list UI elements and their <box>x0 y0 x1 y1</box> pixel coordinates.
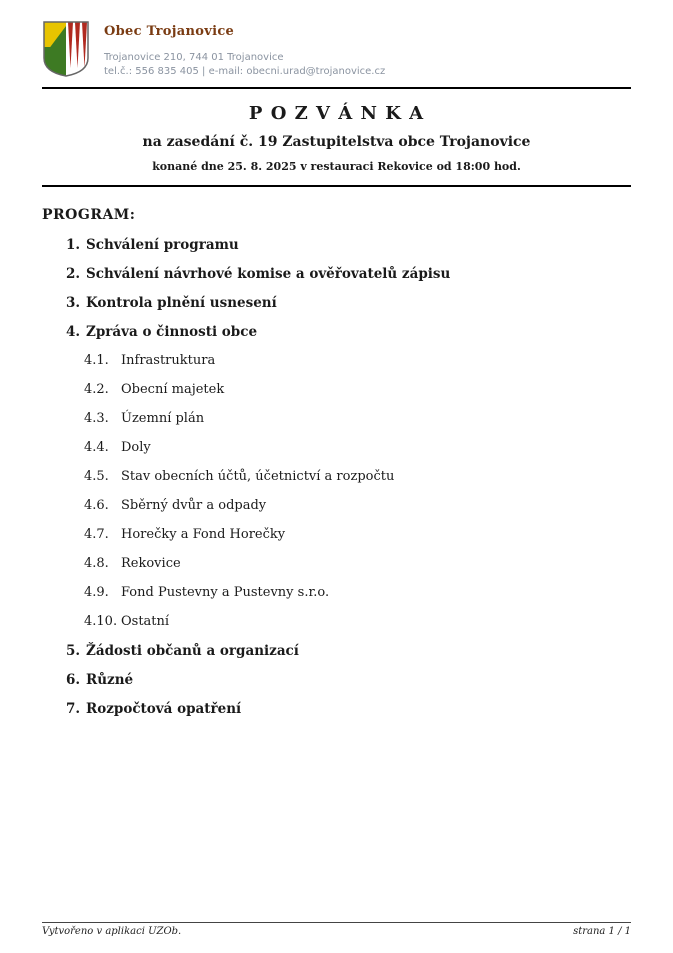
program-section <box>0 207 673 716</box>
coat-of-arms-icon <box>42 20 90 78</box>
subitem-number: 4.2. <box>84 382 109 397</box>
program-item-1 <box>42 238 631 252</box>
program-item-2 <box>42 267 631 281</box>
item-label: Schválení návrhové komise a ověřovatelů zápisu <box>86 266 451 282</box>
program-item-6 <box>42 673 631 687</box>
item-number: 2. <box>66 266 81 282</box>
footer-page-number: strana 1 / 1 <box>573 926 631 937</box>
meeting-details: konané dne 25. 8. 2025 v restauraci Rekovice od 18:00 hod. <box>152 160 521 173</box>
item-number: 5. <box>66 643 81 659</box>
program-subitem-4-9 <box>42 586 631 600</box>
program-item-7 <box>42 702 631 716</box>
program-subitem-4-4 <box>42 441 631 455</box>
subitem-label: Doly <box>121 440 151 455</box>
subitem-label: Stav obecních účtů, účetnictví a rozpočtu <box>121 469 395 484</box>
divider-top <box>42 87 631 89</box>
document-subtitle: na zasedání č. 19 Zastupitelstva obce Trojanovice <box>142 134 531 150</box>
program-subitems-4 <box>42 354 631 629</box>
subitem-number: 4.8. <box>84 556 109 571</box>
item-number: 1. <box>66 237 81 253</box>
subitem-number: 4.1. <box>84 353 109 368</box>
program-item-3 <box>42 296 631 310</box>
divider-title <box>42 185 631 187</box>
program-heading: PROGRAM: <box>42 207 136 223</box>
subitem-number: 4.6. <box>84 498 109 513</box>
program-subitem-4-10 <box>42 615 631 629</box>
subitem-label: Infrastruktura <box>121 353 216 368</box>
subitem-label: Sběrný dvůr a odpady <box>121 498 267 513</box>
item-number: 3. <box>66 295 81 311</box>
program-item-5 <box>42 644 631 658</box>
item-number: 6. <box>66 672 81 688</box>
item-label: Schválení programu <box>86 237 239 253</box>
subitem-label: Horečky a Fond Horečky <box>121 527 286 542</box>
program-item-4 <box>42 325 631 339</box>
item-label: Žádosti občanů a organizací <box>86 643 299 659</box>
item-label: Různé <box>86 672 134 688</box>
title-block <box>0 103 673 173</box>
subitem-number: 4.3. <box>84 411 109 426</box>
subitem-number: 4.4. <box>84 440 109 455</box>
subitem-label: Obecní majetek <box>121 382 225 397</box>
subitem-label: Územní plán <box>121 411 205 426</box>
org-contact: tel.č.: 556 835 405 | e-mail: obecni.urad@trojanovice.cz <box>104 66 386 77</box>
subitem-number: 4.5. <box>84 469 109 484</box>
letterhead <box>0 0 673 78</box>
page-footer <box>42 922 631 937</box>
program-subitem-4-2 <box>42 383 631 397</box>
program-list <box>42 238 631 716</box>
program-subitem-4-6 <box>42 499 631 513</box>
program-subitem-4-1 <box>42 354 631 368</box>
org-name: Obec Trojanovice <box>104 24 235 39</box>
subitem-number: 4.7. <box>84 527 109 542</box>
document-title: P O Z V Á N K A <box>248 103 425 124</box>
letterhead-text <box>104 20 385 77</box>
program-subitem-4-7 <box>42 528 631 542</box>
footer-app-note: Vytvořeno v aplikaci UZOb. <box>42 926 182 937</box>
subitem-label: Fond Pustevny a Pustevny s.r.o. <box>121 585 330 600</box>
item-number: 4. <box>66 324 81 340</box>
item-label: Zpráva o činnosti obce <box>86 324 258 340</box>
subitem-label: Rekovice <box>121 556 181 571</box>
program-subitem-4-5 <box>42 470 631 484</box>
org-address: Trojanovice 210, 744 01 Trojanovice <box>104 52 284 63</box>
item-number: 7. <box>66 701 81 717</box>
subitem-label: Ostatní <box>121 614 170 629</box>
subitem-number: 4.9. <box>84 585 109 600</box>
program-subitem-4-3 <box>42 412 631 426</box>
program-subitem-4-8 <box>42 557 631 571</box>
subitem-number: 4.10. <box>84 614 118 629</box>
item-label: Rozpočtová opatření <box>86 701 242 717</box>
item-label: Kontrola plnění usnesení <box>86 295 277 311</box>
